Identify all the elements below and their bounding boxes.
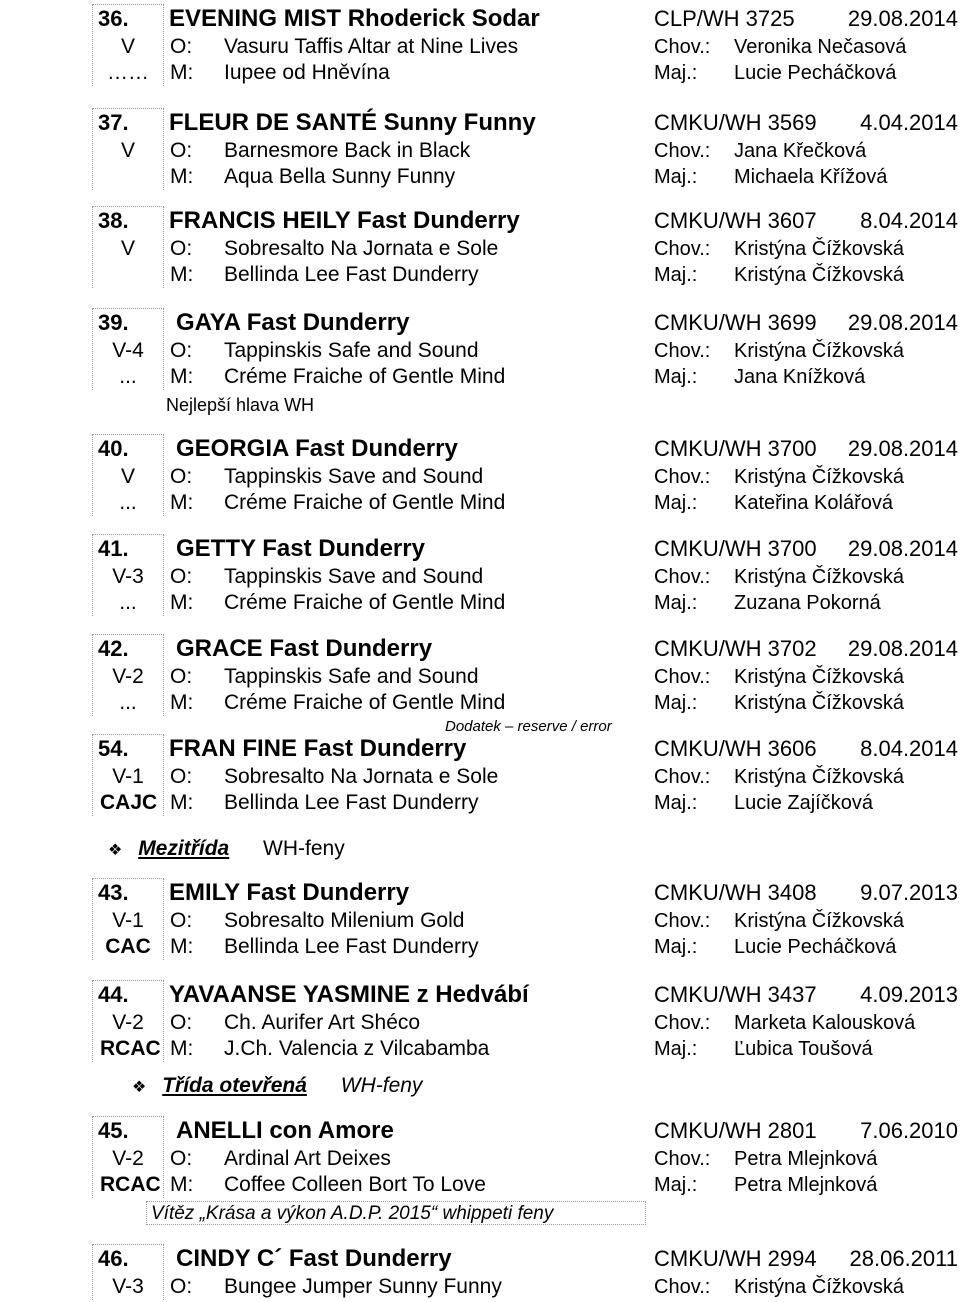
grade: V	[120, 465, 135, 488]
sire-label: O:	[170, 1275, 193, 1298]
divider-top	[92, 206, 164, 207]
entry-title: GETTY Fast Dunderry	[176, 535, 425, 562]
divider-left	[92, 4, 93, 86]
entry-number: 37.	[98, 110, 129, 135]
sire-label: O:	[170, 909, 193, 932]
entry-number: 36.	[98, 6, 129, 31]
sire-label: O:	[170, 1147, 193, 1170]
breeder-label: Chov.:	[654, 1148, 711, 1170]
divider-center	[163, 878, 164, 960]
owner-label: Maj.:	[654, 366, 698, 388]
breeder-label: Chov.:	[654, 910, 711, 932]
award: ...	[119, 491, 137, 514]
owner-name: Zuzana Pokorná	[734, 592, 881, 614]
entry-title: ANELLI con Amore	[176, 1117, 394, 1144]
addendum-label: Dodatek – reserve / error	[445, 718, 612, 735]
breeder-name: Marketa Kalousková	[734, 1012, 916, 1034]
award: RCAC	[100, 1037, 161, 1060]
entry-number: 43.	[98, 880, 129, 905]
registration-number: CMKU/WH 3702	[654, 636, 817, 661]
award: CAC	[105, 935, 151, 958]
entry-number: 44.	[98, 982, 129, 1007]
grade: V-2	[112, 1147, 144, 1170]
owner-name: Kristýna Čížkovská	[734, 692, 905, 714]
sire-name: Sobresalto Na Jornata e Sole	[224, 237, 499, 260]
dam-name: Créme Fraiche of Gentle Mind	[224, 491, 506, 514]
grade: V-1	[112, 765, 144, 788]
registration-number: CMKU/WH 3569	[654, 110, 817, 135]
breeder-name: Kristýna Čížkovská	[734, 666, 905, 688]
dam-label: M:	[170, 1173, 194, 1196]
divider-top	[92, 1116, 164, 1117]
breeder-name: Kristýna Čížkovská	[734, 466, 905, 488]
divider-center	[163, 108, 164, 190]
sire-label: O:	[170, 339, 193, 362]
entry-title: GRACE Fast Dunderry	[176, 635, 433, 662]
owner-name: Jana Knížková	[734, 366, 866, 388]
divider-top	[92, 1244, 164, 1245]
award-note	[146, 1201, 646, 1225]
entry-number: 54.	[98, 736, 129, 761]
breeder-label: Chov.:	[654, 36, 711, 58]
breeder-label: Chov.:	[654, 666, 711, 688]
sire-label: O:	[170, 1011, 193, 1034]
birth-date: 8.04.2014	[860, 208, 958, 233]
birth-date: 29.08.2014	[847, 6, 958, 31]
divider-left	[92, 980, 93, 1062]
divider-left	[92, 434, 93, 516]
owner-label: Maj.:	[654, 792, 698, 814]
registration-number: CMKU/WH 3606	[654, 736, 817, 761]
award: ……	[107, 61, 149, 84]
award: ...	[119, 365, 137, 388]
dam-name: Créme Fraiche of Gentle Mind	[224, 591, 506, 614]
divider-top	[92, 308, 164, 309]
breeder-label: Chov.:	[654, 238, 711, 260]
sire-name: Sobresalto Na Jornata e Sole	[224, 765, 499, 788]
sire-label: O:	[170, 465, 193, 488]
divider-center	[163, 534, 164, 616]
sire-name: Tappinskis Safe and Sound	[224, 665, 479, 688]
birth-date: 29.08.2014	[847, 310, 958, 335]
registration-number: CLP/WH 3725	[654, 6, 795, 31]
dam-label: M:	[170, 263, 194, 286]
dam-name: J.Ch. Valencia z Vilcabamba	[224, 1037, 490, 1060]
dam-name: Coffee Colleen Bort To Love	[224, 1173, 486, 1196]
breeder-label: Chov.:	[654, 566, 711, 588]
grade: V-1	[112, 909, 144, 932]
breeder-label: Chov.:	[654, 1012, 711, 1034]
divider-center	[163, 634, 164, 716]
entry-title: GAYA Fast Dunderry	[176, 309, 410, 336]
owner-name: Kristýna Čížkovská	[734, 264, 905, 286]
owner-name: Michaela Křížová	[734, 166, 888, 188]
dam-name: Aqua Bella Sunny Funny	[224, 165, 456, 188]
sire-name: Ch. Aurifer Art Shéco	[224, 1011, 421, 1034]
dam-name: Bellinda Lee Fast Dunderry	[224, 935, 479, 958]
divider-left	[92, 108, 93, 190]
owner-label: Maj.:	[654, 692, 698, 714]
breeder-name: Kristýna Čížkovská	[734, 766, 905, 788]
owner-label: Maj.:	[654, 166, 698, 188]
breeder-label: Chov.:	[654, 766, 711, 788]
sire-name: Tappinskis Save and Sound	[224, 465, 484, 488]
divider-center	[163, 206, 164, 288]
divider-center	[163, 1116, 164, 1198]
grade: V-4	[112, 339, 144, 362]
diamond-bullet-icon: ❖	[108, 842, 123, 859]
breeder-name: Jana Křečková	[734, 140, 867, 162]
sire-label: O:	[170, 765, 193, 788]
owner-label: Maj.:	[654, 1038, 698, 1060]
breeder-name: Kristýna Čížkovská	[734, 340, 905, 362]
entry-title: FRANCIS HEILY Fast Dunderry	[169, 207, 520, 234]
section-title: Mezitřída	[138, 837, 230, 860]
section-header-mezitrida	[108, 838, 345, 859]
divider-center	[163, 1244, 164, 1300]
breeder-name: Petra Mlejnková	[734, 1148, 878, 1170]
dam-name: Iupee od Hněvína	[224, 61, 390, 84]
breeder-label: Chov.:	[654, 340, 711, 362]
owner-label: Maj.:	[654, 592, 698, 614]
divider-left	[92, 878, 93, 960]
breeder-name: Kristýna Čížkovská	[734, 238, 905, 260]
owner-label: Maj.:	[654, 62, 698, 84]
divider-center	[163, 980, 164, 1062]
award-note-text: Vítěz „Krása a výkon A.D.P. 2015“ whippeti feny	[151, 1203, 554, 1224]
divider-left	[92, 634, 93, 716]
divider-top	[92, 434, 164, 435]
dam-label: M:	[170, 791, 194, 814]
divider-left	[92, 1244, 93, 1300]
entry-number: 40.	[98, 436, 129, 461]
registration-number: CMKU/WH 2801	[654, 1118, 817, 1143]
birth-date: 4.04.2014	[860, 110, 958, 135]
registration-number: CMKU/WH 3607	[654, 208, 817, 233]
dam-label: M:	[170, 691, 194, 714]
entry-note: Nejlepší hlava WH	[166, 395, 315, 415]
divider-left	[92, 206, 93, 288]
divider-left	[92, 734, 93, 816]
sire-name: Vasuru Taffis Altar at Nine Lives	[224, 35, 519, 58]
sire-name: Tappinskis Save and Sound	[224, 565, 484, 588]
birth-date: 29.08.2014	[847, 536, 958, 561]
owner-label: Maj.:	[654, 936, 698, 958]
divider-top	[92, 878, 164, 879]
dam-label: M:	[170, 1037, 194, 1060]
sire-label: O:	[170, 565, 193, 588]
owner-label: Maj.:	[654, 492, 698, 514]
dam-name: Bellinda Lee Fast Dunderry	[224, 263, 479, 286]
divider-top	[92, 980, 164, 981]
birth-date: 7.06.2010	[860, 1118, 958, 1143]
owner-label: Maj.:	[654, 264, 698, 286]
sire-name: Sobresalto Milenium Gold	[224, 909, 465, 932]
award: ...	[119, 591, 137, 614]
dam-name: Créme Fraiche of Gentle Mind	[224, 691, 506, 714]
registration-number: CMKU/WH 3700	[654, 436, 817, 461]
divider-center	[163, 308, 164, 390]
birth-date: 4.09.2013	[860, 982, 958, 1007]
registration-number: CMKU/WH 3699	[654, 310, 817, 335]
owner-name: Petra Mlejnková	[734, 1174, 878, 1196]
breeder-name: Kristýna Čížkovská	[734, 1276, 905, 1298]
breeder-label: Chov.:	[654, 140, 711, 162]
birth-date: 29.08.2014	[847, 436, 958, 461]
registration-number: CMKU/WH 3700	[654, 536, 817, 561]
sire-name: Bungee Jumper Sunny Funny	[224, 1275, 502, 1298]
dam-name: Bellinda Lee Fast Dunderry	[224, 791, 479, 814]
entry-title: FLEUR DE SANTÉ Sunny Funny	[169, 109, 536, 136]
entry-number: 39.	[98, 310, 129, 335]
sire-label: O:	[170, 237, 193, 260]
divider-center	[163, 4, 164, 86]
registration-number: CMKU/WH 3408	[654, 880, 817, 905]
birth-date: 28.06.2011	[849, 1246, 958, 1271]
entry-number: 41.	[98, 536, 129, 561]
diamond-bullet-icon: ❖	[132, 1079, 147, 1096]
owner-name: Kateřina Kolářová	[734, 492, 893, 514]
breeder-name: Kristýna Čížkovská	[734, 566, 905, 588]
dam-label: M:	[170, 591, 194, 614]
registration-number: CMKU/WH 3437	[654, 982, 817, 1007]
divider-center	[163, 734, 164, 816]
sire-label: O:	[170, 35, 193, 58]
owner-name: Lucie Zajíčková	[734, 792, 873, 814]
grade: V-2	[112, 1011, 144, 1034]
owner-name: Lucie Pecháčková	[734, 62, 897, 84]
birth-date: 9.07.2013	[860, 880, 958, 905]
owner-label: Maj.:	[654, 1174, 698, 1196]
entry-number: 42.	[98, 636, 129, 661]
entry-number: 46.	[98, 1246, 129, 1271]
entry-title: FRAN FINE Fast Dunderry	[169, 735, 467, 762]
sire-name: Tappinskis Safe and Sound	[224, 339, 479, 362]
section-subtitle: WH-feny	[263, 837, 345, 860]
divider-left	[92, 1116, 93, 1198]
divider-top	[92, 108, 164, 109]
grade: V-3	[112, 1275, 144, 1298]
entry-title: CINDY C´ Fast Dunderry	[176, 1245, 452, 1272]
breeder-label: Chov.:	[654, 466, 711, 488]
divider-top	[92, 634, 164, 635]
entry-title: GEORGIA Fast Dunderry	[176, 435, 458, 462]
section-subtitle: WH-feny	[340, 1074, 423, 1097]
birth-date: 8.04.2014	[860, 736, 958, 761]
dam-label: M:	[170, 491, 194, 514]
award: RCAC	[100, 1173, 161, 1196]
entry-title: YAVAANSE YASMINE z Hedvábí	[169, 981, 529, 1008]
dam-name: Créme Fraiche of Gentle Mind	[224, 365, 506, 388]
divider-center	[163, 434, 164, 516]
birth-date: 29.08.2014	[847, 636, 958, 661]
award: CAJC	[100, 791, 158, 814]
owner-name: Lucie Pecháčková	[734, 936, 897, 958]
award: ...	[119, 691, 137, 714]
grade: V-2	[112, 665, 144, 688]
grade: V	[120, 237, 135, 260]
divider-top	[92, 534, 164, 535]
breeder-label: Chov.:	[654, 1276, 711, 1298]
dam-label: M:	[170, 61, 194, 84]
breeder-name: Kristýna Čížkovská	[734, 910, 905, 932]
divider-left	[92, 534, 93, 616]
section-title: Třída otevřená	[162, 1074, 307, 1097]
dam-label: M:	[170, 165, 194, 188]
section-header-trida-otevrena	[132, 1075, 422, 1096]
entry-number: 45.	[98, 1118, 129, 1143]
sire-name: Ardinal Art Deixes	[224, 1147, 391, 1170]
registration-number: CMKU/WH 2994	[654, 1246, 817, 1271]
grade: V	[120, 139, 135, 162]
entry-number: 38.	[98, 208, 129, 233]
entry-title: EMILY Fast Dunderry	[169, 879, 410, 906]
dam-label: M:	[170, 365, 194, 388]
sire-name: Barnesmore Back in Black	[224, 139, 471, 162]
divider-top	[92, 734, 164, 735]
divider-top	[92, 4, 164, 5]
divider-left	[92, 308, 93, 390]
sire-label: O:	[170, 665, 193, 688]
breeder-name: Veronika Nečasová	[734, 36, 907, 58]
sire-label: O:	[170, 139, 193, 162]
grade: V-3	[112, 565, 144, 588]
entry-title: EVENING MIST Rhoderick Sodar	[169, 5, 540, 32]
owner-name: Ľubica Toušová	[734, 1038, 873, 1060]
grade: V	[120, 35, 135, 58]
dam-label: M:	[170, 935, 194, 958]
